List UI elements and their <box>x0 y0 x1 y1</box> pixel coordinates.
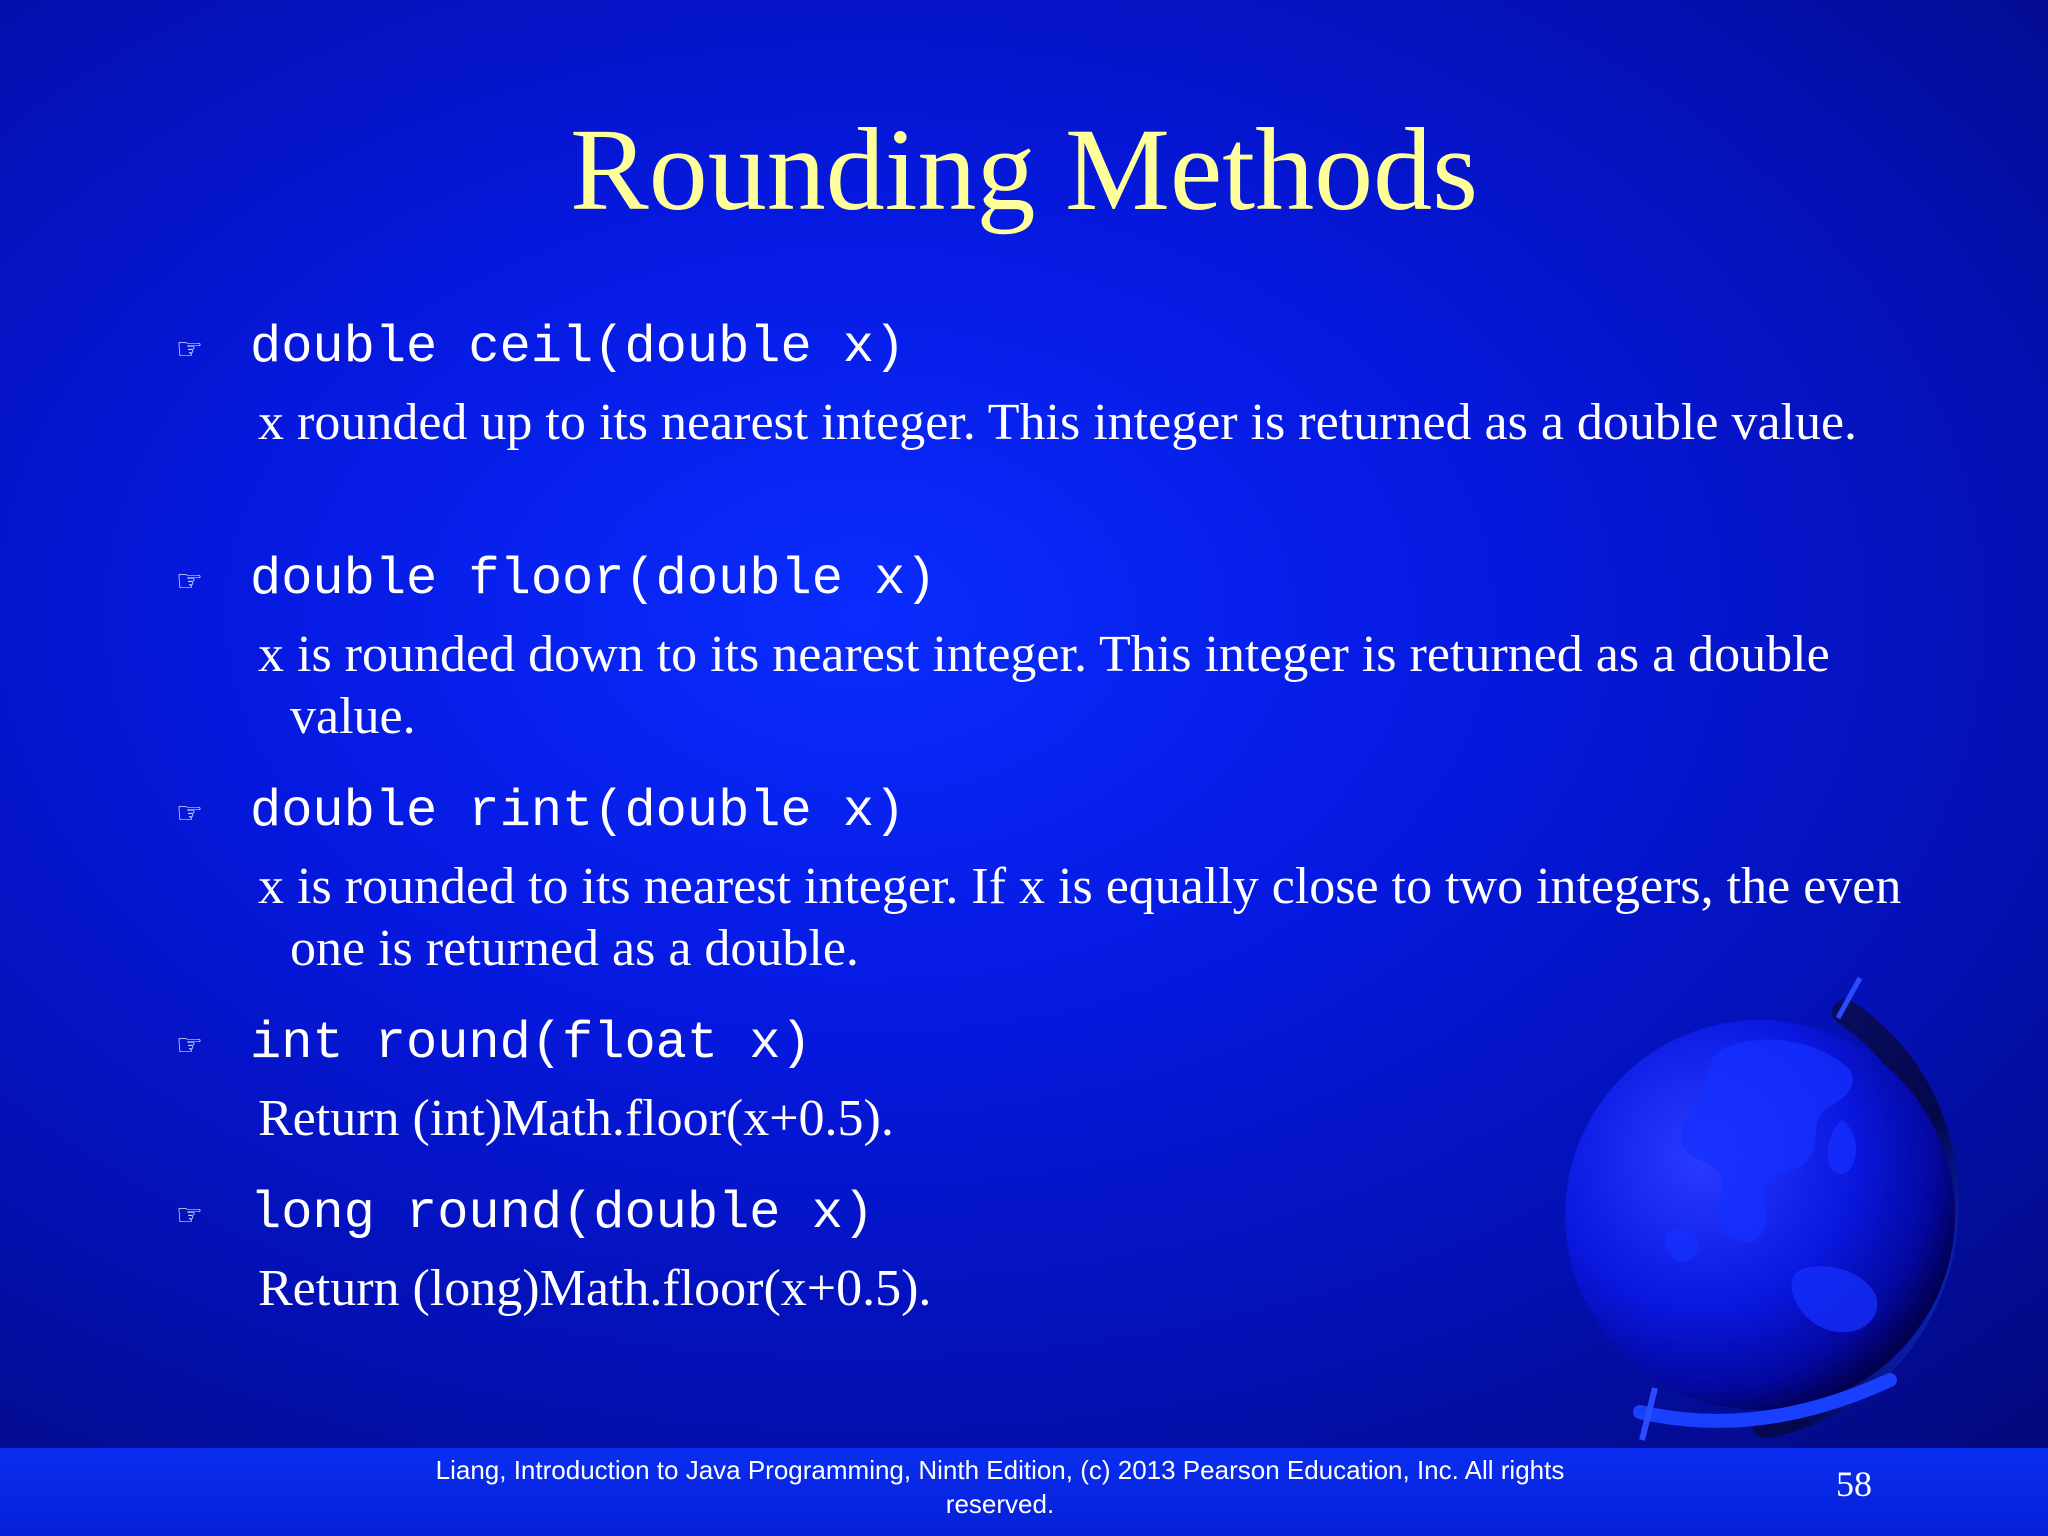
pointing-hand-icon: ☞ <box>176 796 203 831</box>
slide-title: Rounding Methods <box>570 104 1478 235</box>
method-description: x is rounded down to its nearest integer. This integer is returned as a double value. <box>258 626 1830 745</box>
method-signature: int round(float x) <box>250 1014 812 1073</box>
method-description: Return (long)Math.floor(x+0.5). <box>258 1260 932 1317</box>
method-signature: double rint(double x) <box>250 782 906 841</box>
pointing-hand-icon: ☞ <box>176 564 203 599</box>
method-description: Return (int)Math.floor(x+0.5). <box>258 1090 894 1147</box>
method-signature: double floor(double x) <box>250 550 937 609</box>
method-signature: long round(double x) <box>250 1184 875 1243</box>
pointing-hand-icon: ☞ <box>176 1198 203 1233</box>
pointing-hand-icon: ☞ <box>176 1028 203 1063</box>
pointing-hand-icon: ☞ <box>176 332 203 367</box>
method-signature: double ceil(double x) <box>250 318 906 377</box>
globe-icon <box>1560 970 2020 1450</box>
method-description: x is rounded to its nearest integer. If x is equally close to two integers, the even one is returned as a double. <box>258 858 1902 977</box>
page-number: 58 <box>1836 1464 1872 1504</box>
method-description: x rounded up to its nearest integer. This integer is returned as a double value. <box>258 394 1858 451</box>
footer-copyright: Liang, Introduction to Java Programming, Ninth Edition, (c) 2013 Pearson Education, Inc. All rights reserved. <box>435 1455 1565 1519</box>
